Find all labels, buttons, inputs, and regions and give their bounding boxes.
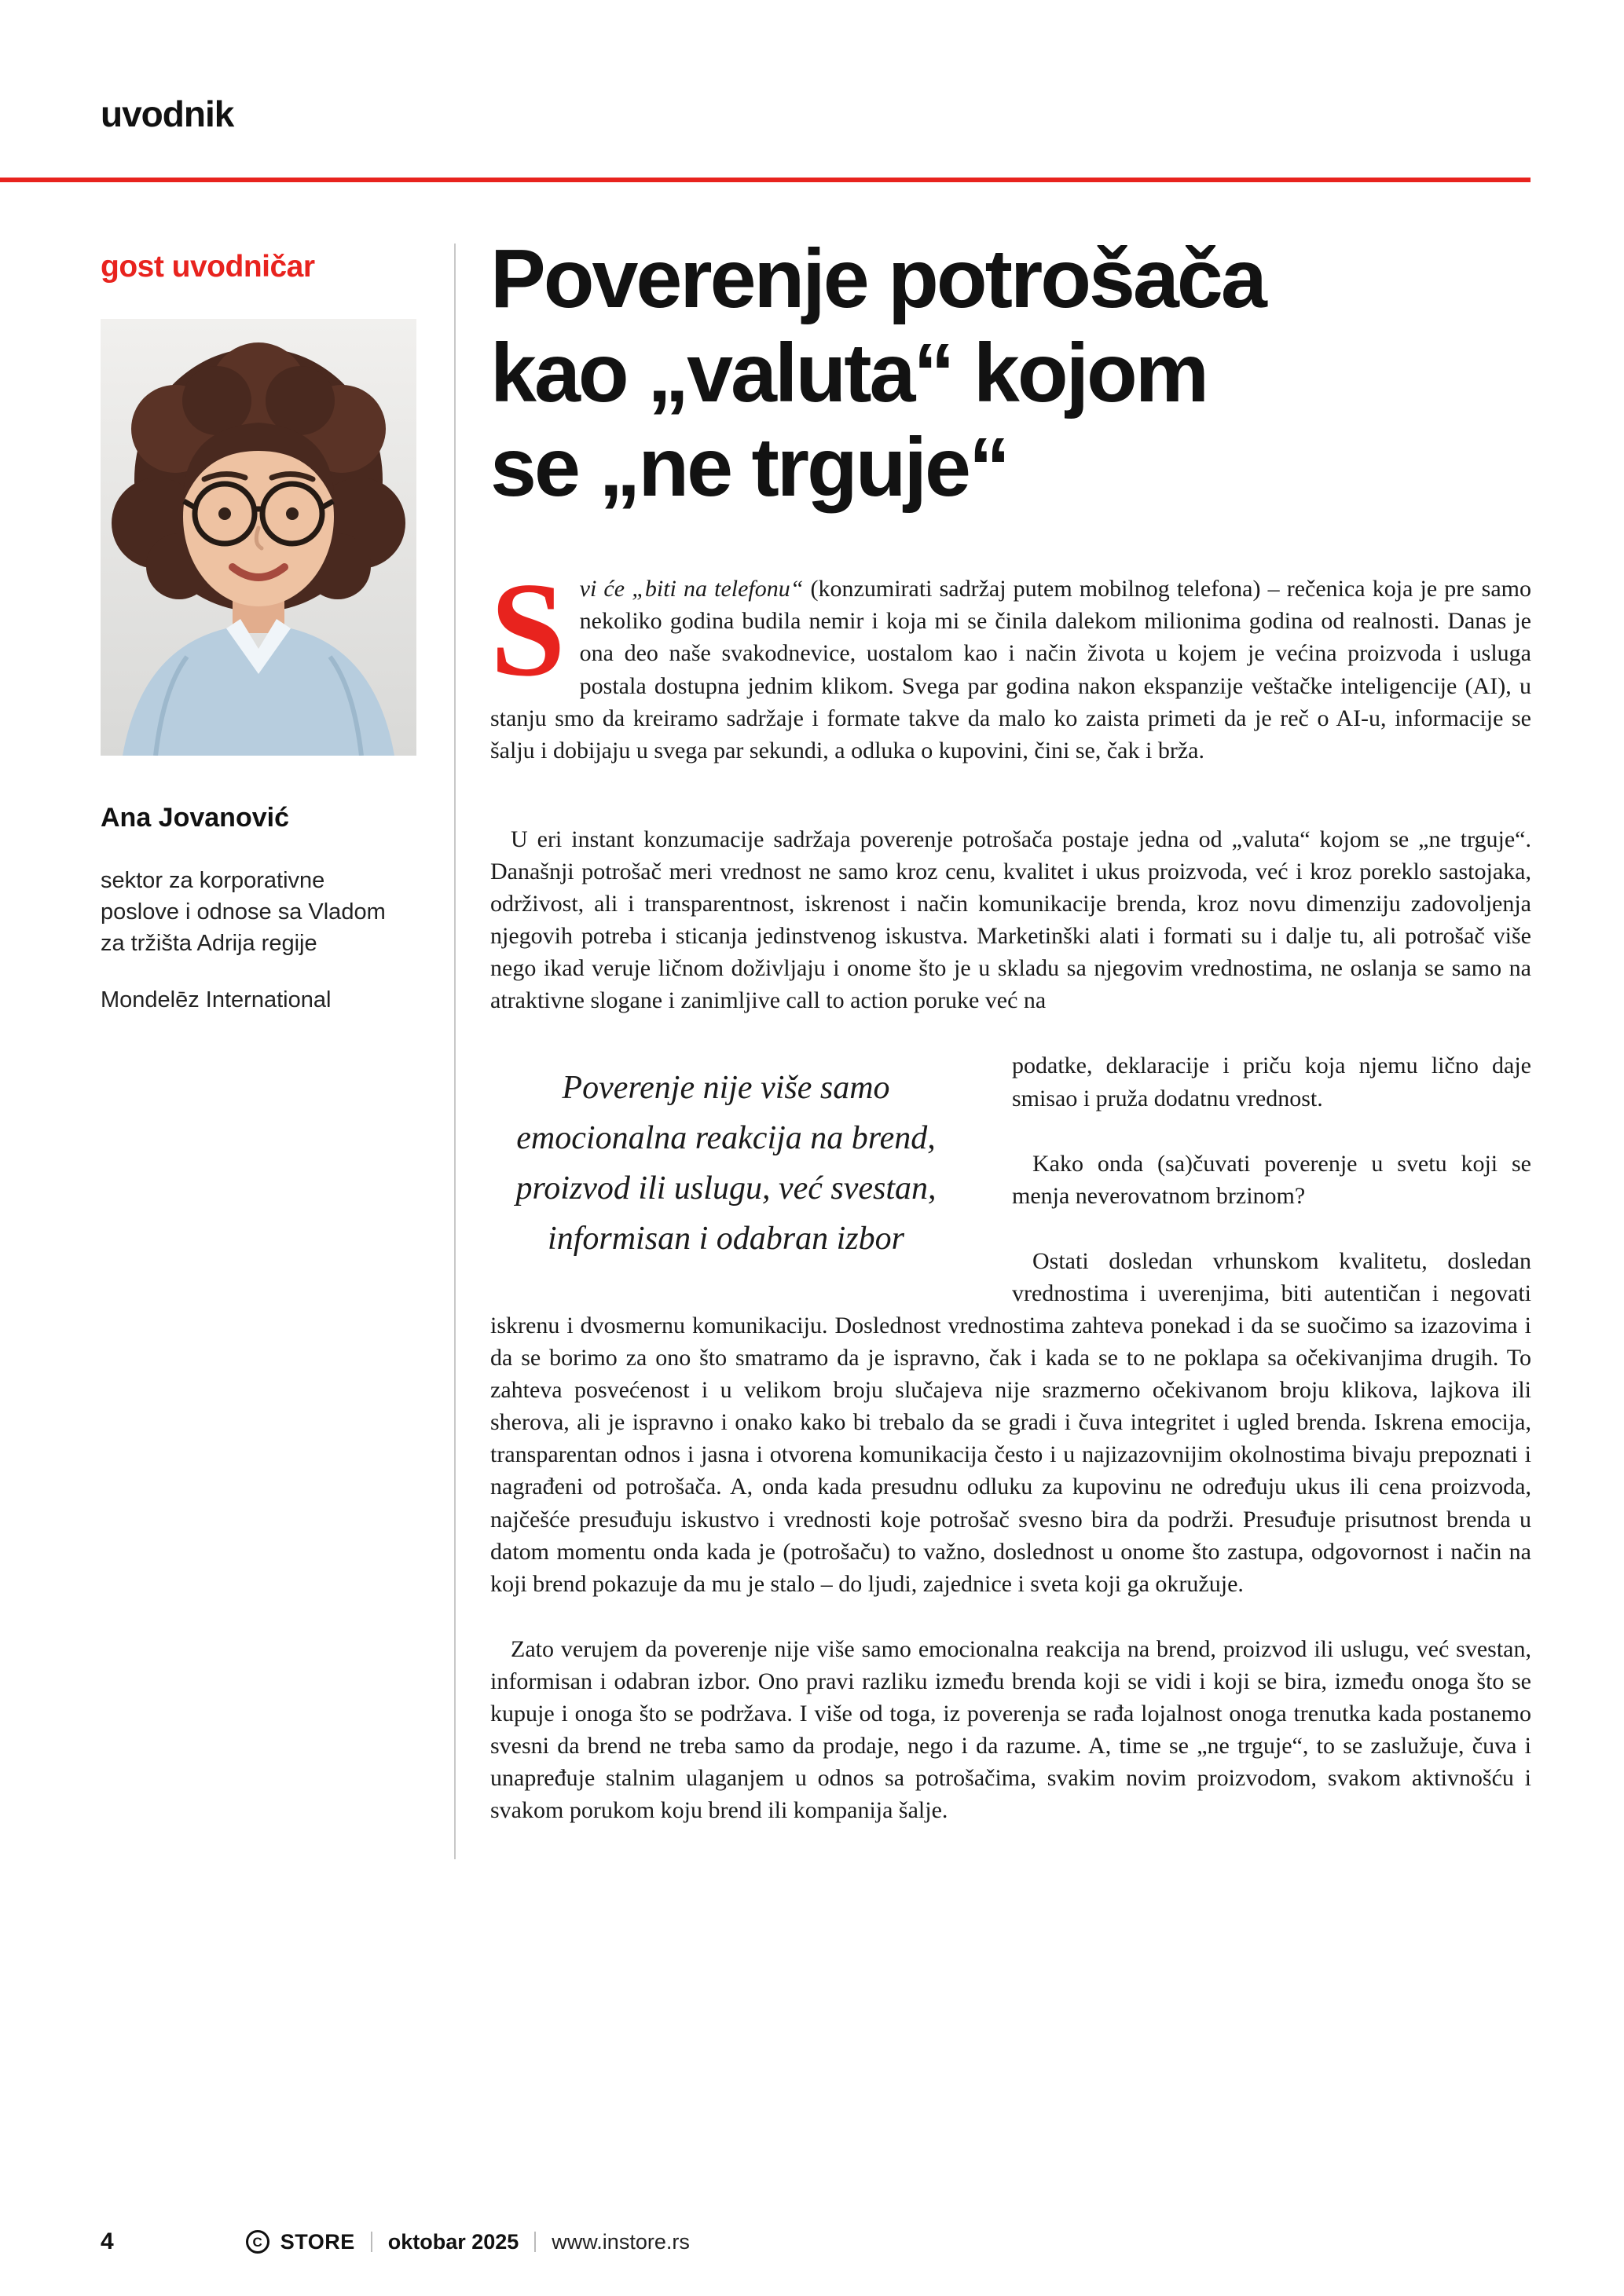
pull-quote: Poverenje nije više samo emocionalna reakcija na brend, proizvod ili uslugu, već svestan, informisan i odabran izbor [515,1070,937,1257]
lead-opening-italic: vi će [579,576,632,602]
article-title-line-3: se „ne trguje“ [490,420,1008,514]
store-logo-icon: C [246,2230,269,2254]
author-company: Mondelēz International [101,987,332,1013]
article-title [490,233,1531,514]
masthead [0,0,1624,135]
lead-paragraph [490,555,1532,767]
kicker-label: gost uvodničar [101,250,315,284]
author-photo [101,319,416,756]
footer-issue-date: oktobar 2025 [387,2229,519,2254]
lead-text: (konzumirati sadržaj putem mobilnog telefona) – rečenica koja je pre samo nekoliko godina budila nemir i koja mi se činila dalekom milionima godina od realnosti. Danas je ona deo naše svakodnevice, uostalom kao i način života u kojem je većina proizvoda i usluga postala dostupna jednim klikom. Svega par godina nakon ekspanzije veštačke inteligencije (AI), u stanju smo da kreiramo sadržaje i formate takve da malo ko zaista primeti da je reč o AI-u, informacije se šalju i dobijaju u svega par sekundi, a odluka o kupovini, čini se, čak i brža. [490,576,1532,764]
content-columns [0,156,1624,1859]
article-title-line-2: kao „valuta“ kojom [490,326,1208,419]
footer-separator [534,2232,536,2252]
footer-brand-name: STORE [280,2229,355,2254]
page-number: 4 [101,2228,114,2254]
author-name: Ana Jovanović [101,803,289,833]
body-paragraph-continuation: podatke, deklaracije i priču koja njemu lično daje smisao i pruža dodatnu vrednost. [1012,1053,1531,1111]
author-portrait-illustration [101,319,416,756]
footer-website: www.instore.rs [552,2229,690,2254]
article-title-line-1: Poverenje potrošača [490,233,1265,325]
body-paragraph: Zato verujem da poverenje nije više samo emocionalna reakcija na brend, proizvod ili uslugu, već svestan, informisan i odabran izbor. Ono pravi razliku između brenda koji se vidi i koji se bira, između onoga što se kupuje i onoga što se podržava. I više od toga, iz poverenja se rađa lojalnost onoga trenutka kada postanemo svesni da brend ne treba samo da prodaje, nego i da razume. A, time se „ne trguje“, to se zaslužuje, čuva i unapređuje stalnim ulaganjem u odnos sa potrošačima, svakim novim proizvodom, svakom aktivnošću i svakom porukom koju brend ili kompanija šalje. [490,1635,1531,1824]
section-label: uvodnik [101,93,234,134]
article [456,233,1532,1859]
body-paragraph: U eri instant konzumacije sadržaja poverenje potrošača postaje jedna od „valuta“ kojom se „ne trguje“. Današnji potrošač meri vrednost ne samo kroz cenu, kvalitet i ukus proizvoda, već i kroz poreklo sastojaka, održivost, ali i transparentnost, iskrenost i način komunikacije brenda, kroz novu dimenziju zadovoljenja njegovih potreba i sticanja jedinstvenog iskustva. Marketinški alati i formati su i dalje tu, ali potrošač više nego ikad veruje ličnom doživljaju i onome što je u skladu sa njegovim vrednostima, ne oslanja se samo na atraktivne slogane i zanimljive call to action poruke već na [490,826,1531,1014]
author-role: sektor za korporativne poslove i odnose sa Vladom za tržišta Adrija regije [101,868,386,957]
body-paragraph: Kako onda (sa)čuvati poverenje u svetu koji se menja neverovatnom brzinom? [1012,1150,1531,1209]
footer-brand-group [246,2230,690,2254]
author-sidebar [101,244,445,1859]
section-rule [0,178,1531,182]
pull-quote-section [490,1049,1531,1599]
page-footer [101,2228,1531,2255]
lead-quoted-phrase: „biti na telefonu“ [632,576,804,602]
footer-separator [371,2232,372,2252]
drop-cap: S [490,555,566,705]
body-paragraph: Ostati dosledan vrhunskom kvalitetu, dosledan vrednostima i uverenjima, biti autentičan i negovati iskrenu i dvosmernu komunikaciju. Doslednost vrednostima zahteva ponekad i da se suočimo sa izazovima i da se borimo za ono što smatramo da je ispravno, čak i kada se to ne poklapa sa očekivanjima drugih. To zahteva posvećenost i u velikom broju slučajeva nije srazmerno očekivanom broju klikova, lajkova ili sherova, ali je ispravno i onako kako bi trebalo da se gradi i čuva integritet i ugled brenda. Iskrena emocija, transparentan odnos i jasna i otvorena komunikacija često i u najizazovnijim okolnostima bivaju prepoznati i nagrađeni od potrošača. A, onda kada presudnu odluku za kupovinu ne određuju ukus ili cena proizvoda, najčešće presuđuju iskustvo i vrednosti koje potrošač svesno bira da podrži. Presuđuje prisutnost brenda u datom momentu onda kada je (potrošaču) to važno, doslednost u onome što zastupa, odgovornost i način na koji brend pokazuje da mu je stalo – do ljudi, zajednice i sveta koji ga okružuje. [490,1247,1531,1597]
